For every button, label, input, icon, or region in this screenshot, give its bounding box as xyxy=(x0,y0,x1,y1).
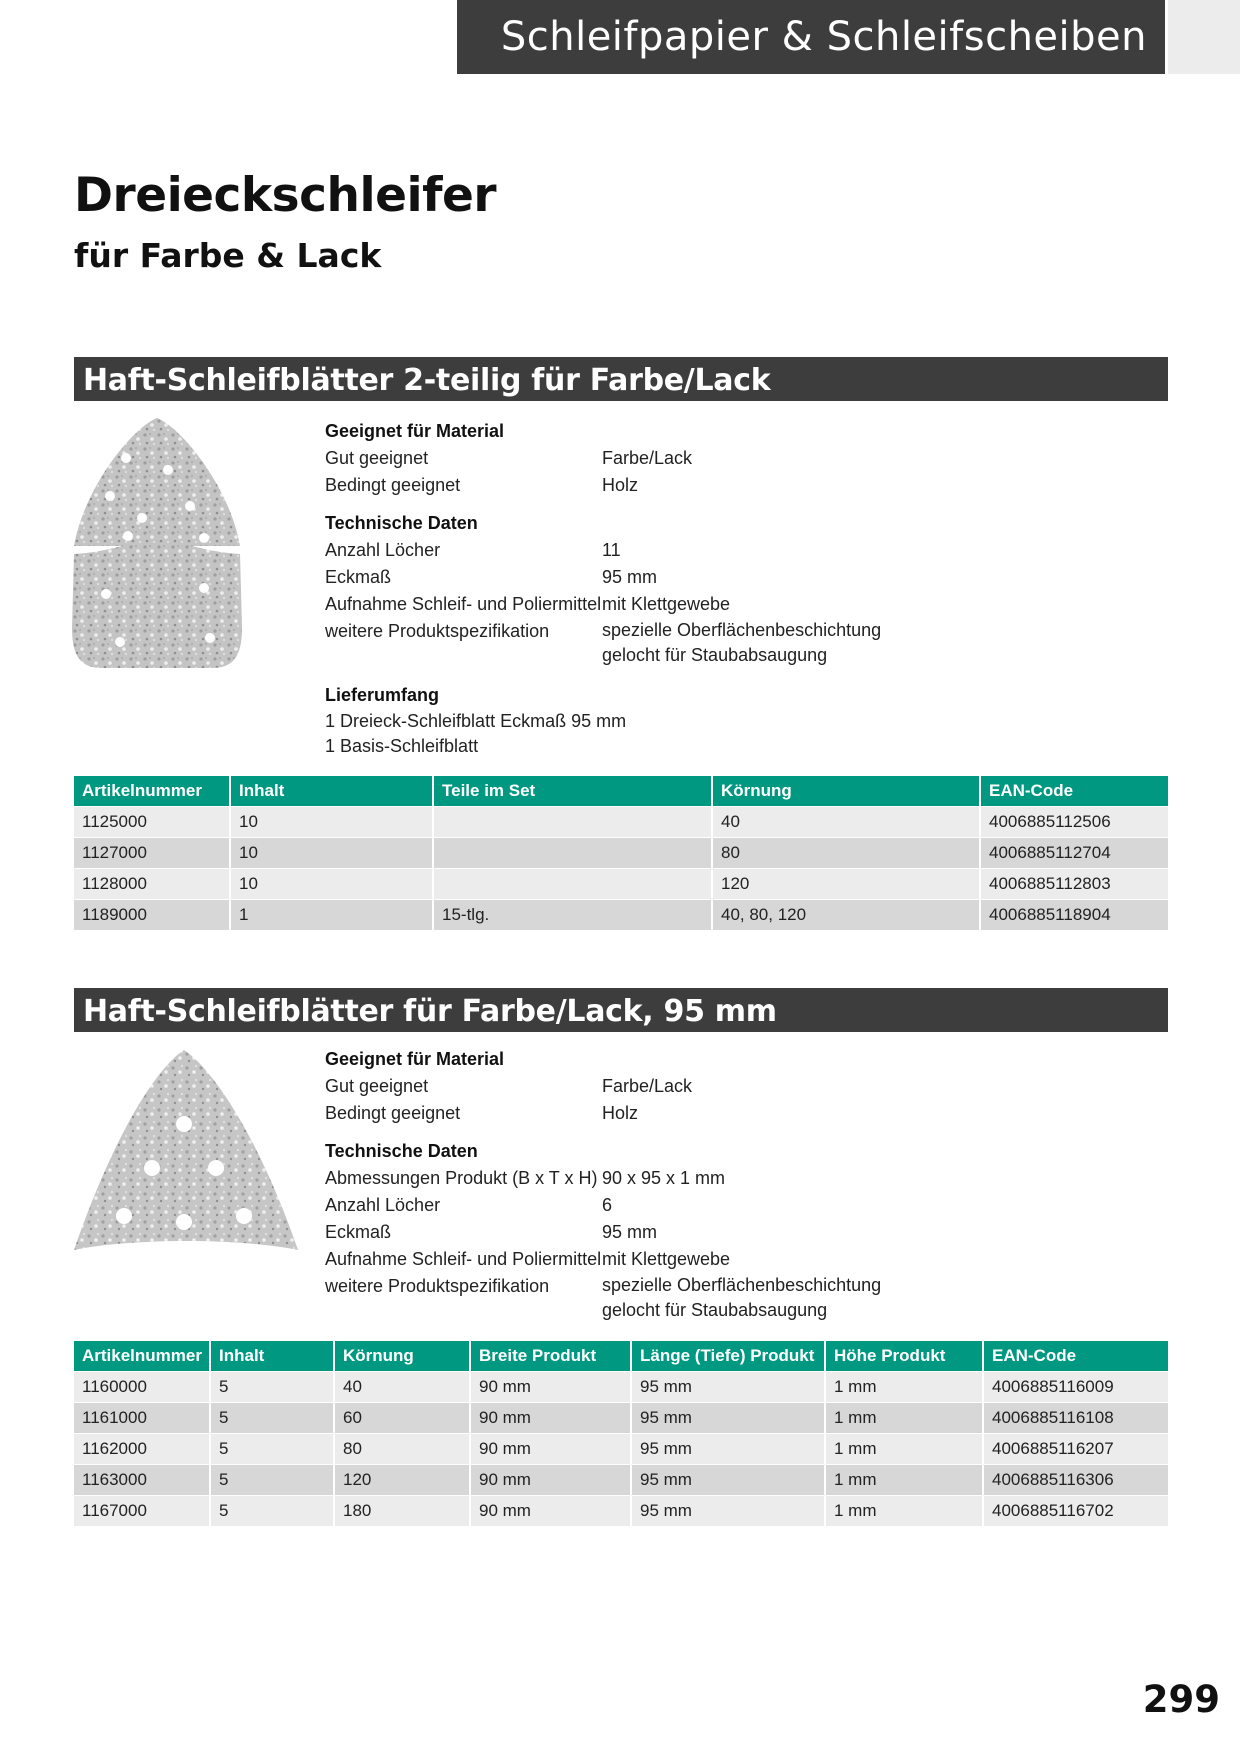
cell-width: 90 mm xyxy=(470,1496,631,1527)
cell-set-parts: 15-tlg. xyxy=(433,900,712,931)
cell-width: 90 mm xyxy=(470,1465,631,1496)
spec-row xyxy=(325,591,881,618)
cell-content: 5 xyxy=(210,1372,334,1403)
cell-ean: 4006885112803 xyxy=(980,869,1168,900)
cell-ean: 4006885112704 xyxy=(980,838,1168,869)
cell-content: 10 xyxy=(230,807,433,838)
page-title: Dreieckschleifer xyxy=(74,168,497,223)
spec-label: Bedingt geeignet xyxy=(325,475,461,495)
two-part-triangle-sanding-sheet-icon xyxy=(72,418,242,672)
spec-block xyxy=(325,418,881,759)
spec-value: 6 xyxy=(602,1195,613,1215)
column-header: Artikelnummer xyxy=(74,776,230,807)
spec-value: spezielle Oberflächenbeschichtung xyxy=(602,1275,882,1295)
cell-length: 95 mm xyxy=(631,1372,825,1403)
cell-ean: 4006885116108 xyxy=(983,1403,1168,1434)
table-header-row xyxy=(74,776,1168,807)
spec-label: Eckmaß xyxy=(325,1222,392,1242)
spec-row xyxy=(325,537,881,564)
spec-row xyxy=(325,1100,881,1127)
cell-article-number: 1161000 xyxy=(74,1403,210,1434)
cell-article-number: 1125000 xyxy=(74,807,230,838)
cell-height: 1 mm xyxy=(825,1434,983,1465)
article-table xyxy=(74,1341,1168,1526)
spec-value: gelocht für Staubabsaugung xyxy=(602,645,828,665)
spec-row xyxy=(325,1165,881,1192)
spec-value: mit Klettgewebe xyxy=(602,594,731,614)
cell-article-number: 1128000 xyxy=(74,869,230,900)
spec-row xyxy=(325,445,881,472)
cell-set-parts xyxy=(433,838,712,869)
column-header: Höhe Produkt xyxy=(825,1341,983,1372)
page-number: 299 xyxy=(1142,1678,1220,1721)
technical-heading: Technische Daten xyxy=(325,1141,478,1161)
cell-length: 95 mm xyxy=(631,1465,825,1496)
spec-label: Aufnahme Schleif- und Poliermittel xyxy=(325,1249,602,1269)
cell-grit: 80 xyxy=(334,1434,470,1465)
spec-row xyxy=(325,1219,881,1246)
spec-row xyxy=(325,564,881,591)
cell-length: 95 mm xyxy=(631,1434,825,1465)
column-header: EAN-Code xyxy=(983,1341,1168,1372)
spec-value: Farbe/Lack xyxy=(602,448,693,468)
cell-width: 90 mm xyxy=(470,1434,631,1465)
cell-content: 5 xyxy=(210,1434,334,1465)
cell-width: 90 mm xyxy=(470,1403,631,1434)
cell-grit: 180 xyxy=(334,1496,470,1527)
cell-ean: 4006885116306 xyxy=(983,1465,1168,1496)
spec-value: mit Klettgewebe xyxy=(602,1249,731,1269)
cell-content: 1 xyxy=(230,900,433,931)
table-row xyxy=(74,838,1168,869)
cell-content: 5 xyxy=(210,1496,334,1527)
catalog-section-header xyxy=(457,0,1165,74)
spec-value: 90 x 95 x 1 mm xyxy=(602,1168,726,1188)
material-heading: Geeignet für Material xyxy=(325,1049,505,1069)
table-row xyxy=(74,1403,1168,1434)
spec-value: Holz xyxy=(602,1103,639,1123)
scope-heading: Lieferumfang xyxy=(325,685,440,705)
spec-value: Farbe/Lack xyxy=(602,1076,693,1096)
technical-heading: Technische Daten xyxy=(325,513,478,533)
cell-grit: 40, 80, 120 xyxy=(712,900,980,931)
cell-content: 10 xyxy=(230,869,433,900)
column-header: Körnung xyxy=(334,1341,470,1372)
spec-label: Aufnahme Schleif- und Poliermittel xyxy=(325,594,602,614)
table-row xyxy=(74,1434,1168,1465)
cell-article-number: 1162000 xyxy=(74,1434,210,1465)
cell-article-number: 1163000 xyxy=(74,1465,210,1496)
cell-article-number: 1189000 xyxy=(74,900,230,931)
spec-row xyxy=(325,1192,881,1219)
cell-grit: 40 xyxy=(712,807,980,838)
cell-height: 1 mm xyxy=(825,1496,983,1527)
page-subtitle: für Farbe & Lack xyxy=(74,236,382,275)
spec-label: Abmessungen Produkt (B x T x H) xyxy=(325,1168,598,1188)
table-header-row xyxy=(74,1341,1168,1372)
column-header: EAN-Code xyxy=(980,776,1168,807)
column-header: Artikelnummer xyxy=(74,1341,210,1372)
triangle-sanding-sheet-icon xyxy=(72,1050,300,1260)
spec-label: weitere Produktspezifikation xyxy=(325,621,550,641)
spec-row xyxy=(325,1273,881,1323)
spec-value-multiline xyxy=(602,618,881,668)
section-title: Haft-Schleifblätter 2-teilig für Farbe/Lack xyxy=(83,363,771,398)
column-header: Inhalt xyxy=(230,776,433,807)
section-title-bar xyxy=(74,988,1168,1032)
spec-label: Eckmaß xyxy=(325,567,392,587)
spec-value: spezielle Oberflächenbeschichtung xyxy=(602,620,882,640)
spec-value-multiline xyxy=(602,1273,881,1323)
spec-label: Bedingt geeignet xyxy=(325,1103,461,1123)
table-row xyxy=(74,900,1168,931)
cell-article-number: 1160000 xyxy=(74,1372,210,1403)
cell-set-parts xyxy=(433,869,712,900)
cell-height: 1 mm xyxy=(825,1372,983,1403)
cell-content: 5 xyxy=(210,1465,334,1496)
cell-length: 95 mm xyxy=(631,1403,825,1434)
spec-value: Holz xyxy=(602,475,639,495)
catalog-section-title: Schleifpapier & Schleifscheiben xyxy=(500,14,1147,60)
cell-grit: 120 xyxy=(712,869,980,900)
cell-grit: 120 xyxy=(334,1465,470,1496)
scope-item: 1 Basis-Schleifblatt xyxy=(325,736,479,756)
cell-ean: 4006885112506 xyxy=(980,807,1168,838)
section-title: Haft-Schleifblätter für Farbe/Lack, 95 mm xyxy=(83,994,777,1029)
spec-block xyxy=(325,1046,881,1323)
cell-article-number: 1127000 xyxy=(74,838,230,869)
cell-grit: 40 xyxy=(334,1372,470,1403)
section-title-bar xyxy=(74,357,1168,401)
cell-ean: 4006885118904 xyxy=(980,900,1168,931)
material-heading: Geeignet für Material xyxy=(325,421,505,441)
spec-label: Anzahl Löcher xyxy=(325,540,441,560)
table-row xyxy=(74,869,1168,900)
scope-item: 1 Dreieck-Schleifblatt Eckmaß 95 mm xyxy=(325,711,627,731)
spec-row xyxy=(325,472,881,499)
column-header: Breite Produkt xyxy=(470,1341,631,1372)
spec-value: gelocht für Staubabsaugung xyxy=(602,1300,828,1320)
cell-height: 1 mm xyxy=(825,1465,983,1496)
spec-value: 95 mm xyxy=(602,1222,658,1242)
table-row xyxy=(74,1496,1168,1527)
cell-ean: 4006885116207 xyxy=(983,1434,1168,1465)
article-table xyxy=(74,776,1168,930)
cell-ean: 4006885116009 xyxy=(983,1372,1168,1403)
cell-height: 1 mm xyxy=(825,1403,983,1434)
table-row xyxy=(74,1465,1168,1496)
spec-label: weitere Produktspezifikation xyxy=(325,1276,550,1296)
spec-label: Gut geeignet xyxy=(325,1076,429,1096)
table-row xyxy=(74,1372,1168,1403)
spec-label: Gut geeignet xyxy=(325,448,429,468)
spec-label: Anzahl Löcher xyxy=(325,1195,441,1215)
cell-set-parts xyxy=(433,807,712,838)
spec-row xyxy=(325,1246,881,1273)
table-row xyxy=(74,807,1168,838)
column-header: Länge (Tiefe) Produkt xyxy=(631,1341,825,1372)
cell-length: 95 mm xyxy=(631,1496,825,1527)
cell-width: 90 mm xyxy=(470,1372,631,1403)
column-header: Teile im Set xyxy=(433,776,712,807)
cell-article-number: 1167000 xyxy=(74,1496,210,1527)
column-header: Körnung xyxy=(712,776,980,807)
cell-grit: 80 xyxy=(712,838,980,869)
cell-grit: 60 xyxy=(334,1403,470,1434)
spec-row xyxy=(325,618,881,668)
header-tab-decoration xyxy=(1168,0,1240,74)
column-header: Inhalt xyxy=(210,1341,334,1372)
cell-content: 10 xyxy=(230,838,433,869)
spec-row xyxy=(325,1073,881,1100)
cell-content: 5 xyxy=(210,1403,334,1434)
cell-ean: 4006885116702 xyxy=(983,1496,1168,1527)
spec-value: 95 mm xyxy=(602,567,658,587)
spec-value: 11 xyxy=(602,540,621,560)
